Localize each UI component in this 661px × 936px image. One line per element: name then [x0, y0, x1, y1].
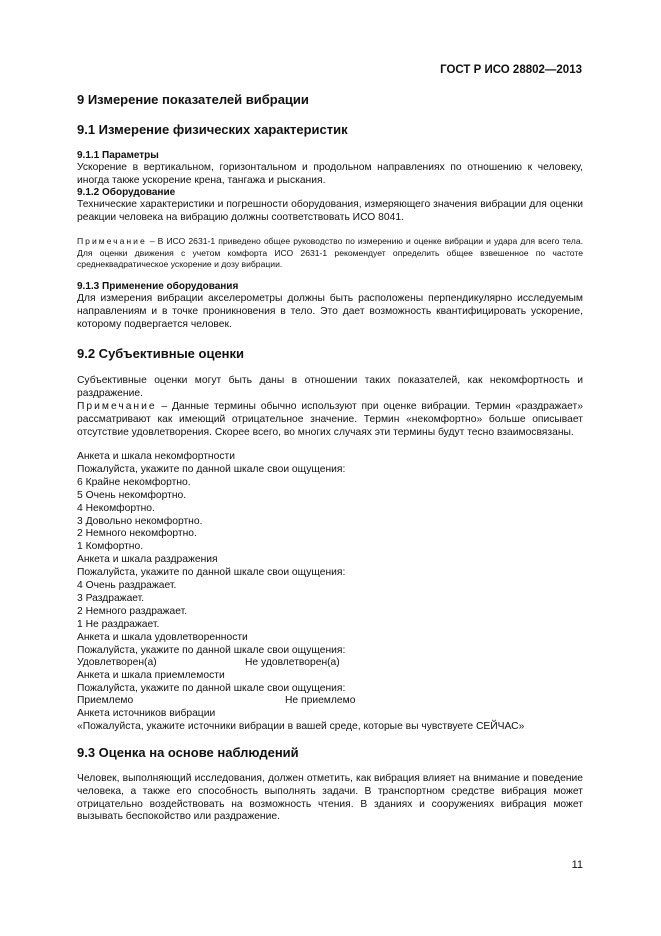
note-label-2: Примечание [77, 401, 157, 412]
acceptability-line: Пожалуйста, укажите по данной шкале свои ощущения: [77, 682, 346, 694]
standard-header: ГОСТ Р ИСО 28802—2013 [440, 64, 582, 76]
section-9-1-3-title: 9.1.3 Применение оборудования [77, 281, 239, 292]
note-text-2: – Данные термины обычно используют при оценке вибрации. Термин «раздражает» рассматривают как имеющий отрицательное значение. Термин «некомфортно» больше описывает отсутствие удовлетворения. Скорее всего, во многих случаях эти термины будут тесно взаимосвязаны. [77, 401, 583, 438]
questionnaire-line: 1 Комфортно. [77, 541, 144, 553]
section-9-1-1-body: Ускорение в вертикальном, горизонтальном и продольном направлениях по отношению к человеку, иногда также ускорение крена, тангажа и рыскания. [77, 162, 583, 186]
note-label: Примечание [77, 236, 147, 246]
section-9-title: 9 Измерение показателей вибрации [77, 92, 309, 107]
section-9-2-title: 9.2 Субъективные оценки [77, 346, 245, 361]
questionnaire-line: 2 Немного раздражает. [77, 605, 188, 617]
questionnaire-line: Пожалуйста, укажите по данной шкале свои ощущения: [77, 463, 346, 475]
questionnaire-line: 4 Очень раздражает. [77, 580, 177, 591]
questionnaire-line: 5 Очень некомфортно. [77, 489, 187, 501]
option-satisfied: Удовлетворен(а) [77, 657, 157, 668]
questionnaire-line: Анкета и шкала раздражения [77, 554, 218, 566]
section-9-1-1-title: 9.1.1 Параметры [77, 150, 159, 161]
acceptability-options [77, 695, 355, 708]
option-acceptable: Приемлемо [77, 695, 134, 706]
section-9-1-3-text: Для измерения вибрации акселерометры должны быть расположены перпендикулярно исследуемым направлениям и в точке проникновения в тело. Это дает возможность квантифицировать ускорение, которому подвергается человек. [77, 293, 583, 330]
questionnaire-line: 3 Довольно некомфортно. [77, 515, 203, 527]
questionnaire-line: Анкета и шкала удовлетворенности [77, 631, 248, 643]
acceptability-line: Анкета и шкала приемлемости [77, 670, 225, 681]
questionnaire-line: 4 Некомфортно. [77, 502, 155, 514]
section-9-3-title: 9.3 Оценка на основе наблюдений [77, 745, 299, 760]
section-9-2-intro: Субъективные оценки могут быть даны в отношении таких показателей, как некомфортность и раздражение. [77, 375, 583, 399]
option-not-satisfied: Не удовлетворен(а) [245, 657, 340, 668]
questionnaire-line: Пожалуйста, укажите по данной шкале свои ощущения: [77, 644, 346, 656]
section-9-1-1-text [77, 162, 583, 188]
questionnaire-line: 2 Немного некомфортно. [77, 528, 197, 540]
page-number: 11 [571, 859, 583, 871]
note-text: – В ИСО 2631-1 приведено общее руководство по измерению и оценке вибрации и удара для всего тела. Для оценки движения с учетом комфорта ИСО 2631-1 рекомендует определить общее взвешенное по частоте среднеквадратическое ускорение и дозу вибрации. [77, 236, 583, 269]
questionnaire-line: 3 Раздражает. [77, 592, 145, 604]
section-9-1-title: 9.1 Измерение физических характеристик [77, 122, 348, 137]
section-9-3-text: Человек, выполняющий исследования, должен отметить, как вибрация влияет на внимание и поведение человека, а также его способность выполнять задачи. В транспортном средстве вибрация может отрицательно воздействовать на возможность чтения. В зданиях и сооружениях вибрация может вызывать беспокойство или раздражение. [77, 773, 583, 823]
section-9-1-2-note [77, 236, 583, 271]
questionnaire-line: 1 Не раздражает. [77, 618, 160, 630]
section-9-2-note [77, 401, 583, 439]
section-9-1-2-text: Технические характеристики и погрешности оборудования, измеряющего значения вибрации для оценки реакции человека на вибрацию должны соответствовать ИСО 8041. [77, 199, 583, 223]
sources-line: «Пожалуйста, укажите источники вибрации в вашей среде, которые вы чувствуете СЕЙЧАС» [77, 720, 525, 732]
option-not-acceptable: Не приемлемо [285, 695, 356, 706]
satisfaction-options [77, 657, 340, 670]
section-9-1-2-title: 9.1.2 Оборудование [77, 187, 176, 198]
questionnaire-line: Анкета и шкала некомфортности [77, 451, 235, 462]
questionnaire-line: Пожалуйста, укажите по данной шкале свои ощущения: [77, 567, 346, 579]
questionnaire-line: 6 Крайне некомфортно. [77, 476, 191, 488]
sources-line: Анкета источников вибрации [77, 708, 216, 719]
